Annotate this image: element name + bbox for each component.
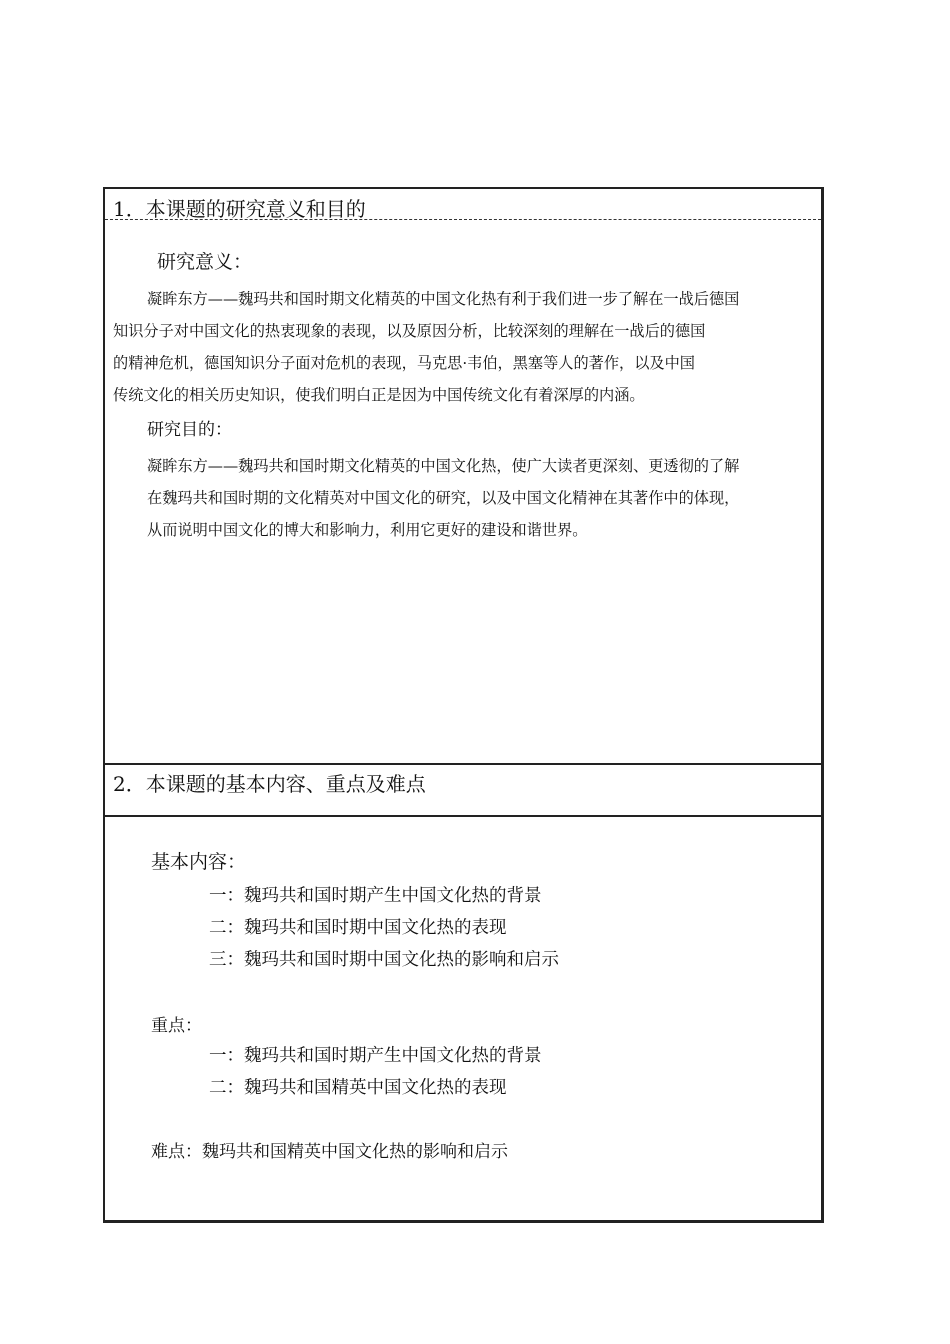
basic-item-1: 一：魏玛共和国时期产生中国文化热的背景 <box>209 886 542 906</box>
basic-content-title: 基本内容： <box>151 851 247 873</box>
section-1-heading: 1．本课题的研究意义和目的 <box>113 197 366 221</box>
key-points-title: 重点： <box>151 1016 202 1036</box>
purpose-line-3: 从而说明中国文化的博大和影响力，利用它更好的建设和谐世界。 <box>147 521 588 539</box>
basic-item-3: 三：魏玛共和国时期中国文化热的影响和启示 <box>209 950 559 970</box>
section-2-body <box>105 817 821 1217</box>
difficulty-text: 难点：魏玛共和国精英中国文化热的影响和启示 <box>151 1142 508 1162</box>
key-item-1: 一：魏玛共和国时期产生中国文化热的背景 <box>209 1046 542 1066</box>
section-1-header <box>105 189 821 220</box>
significance-title: 研究意义： <box>157 251 253 273</box>
section-1-body <box>105 220 821 762</box>
purpose-line-1: 凝眸东方——魏玛共和国时期文化精英的中国文化热，使广大读者更深刻、更透彻的了解 <box>147 457 740 475</box>
significance-line-2: 知识分子对中国文化的热衷现象的表现，以及原因分析，比较深刻的理解在一战后的德国 <box>113 322 706 340</box>
basic-item-2: 二：魏玛共和国时期中国文化热的表现 <box>209 918 507 938</box>
significance-line-3: 的精神危机，德国知识分子面对危机的表现，马克思·韦伯，黑塞等人的著作，以及中国 <box>113 354 695 372</box>
proposal-form <box>103 187 824 1223</box>
section-2-heading: 2．本课题的基本内容、重点及难点 <box>113 772 426 796</box>
significance-line-1: 凝眸东方——魏玛共和国时期文化精英的中国文化热有利于我们进一步了解在一战后德国 <box>147 290 740 308</box>
key-item-2: 二：魏玛共和国精英中国文化热的表现 <box>209 1078 507 1098</box>
significance-line-4: 传统文化的相关历史知识，使我们明白正是因为中国传统文化有着深厚的内涵。 <box>113 386 645 404</box>
section-2-header <box>105 763 821 817</box>
purpose-title: 研究目的： <box>147 420 232 440</box>
purpose-line-2: 在魏玛共和国时期的文化精英对中国文化的研究，以及中国文化精神在其著作中的体现， <box>147 489 740 507</box>
